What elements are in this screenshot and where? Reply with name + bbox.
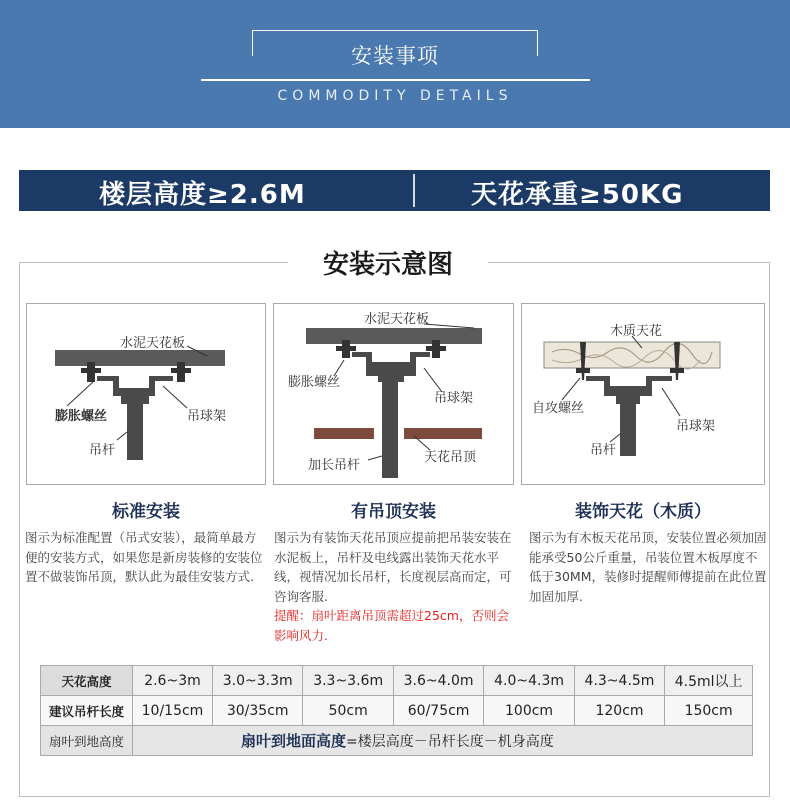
formula-term: 扇叶到地面高度: [241, 732, 347, 750]
height-formula: [133, 726, 753, 756]
table-row: [41, 666, 753, 696]
header-subtitle: COMMODITY DETAILS: [277, 88, 513, 104]
table-row: [41, 726, 753, 756]
formula-rest: =楼层高度－吊杆长度－机身高度: [346, 734, 554, 750]
table-cell: 100cm: [484, 696, 574, 726]
label-bracket: 吊球架: [187, 409, 227, 424]
rod-length-table: [40, 665, 753, 756]
diagram-title: 安装示意图: [288, 240, 488, 285]
title-wood-ceiling-install: 装饰天花（木质）: [575, 502, 711, 522]
panel-wood-ceiling-install: [521, 303, 765, 485]
label-bracket: 吊球架: [676, 419, 716, 434]
label-rod: 吊杆: [89, 443, 116, 458]
table-cell: 50cm: [303, 696, 393, 726]
table-cell: 3.3~3.6m: [303, 666, 393, 696]
table-cell: 60/75cm: [393, 696, 483, 726]
label-slab: 水泥天花板: [364, 312, 430, 327]
row-header-blade-height: 扇叶到地高度: [41, 726, 133, 756]
desc-ceiling-install: [274, 528, 516, 645]
row-header-ceiling-height: 天花高度: [41, 666, 133, 696]
title-standard-install: 标准安装: [112, 502, 180, 522]
desc-standard-install: 图示为标准配置（吊式安装），最简单最方便的安装方式，如果您是新房装修的安装位置不做装饰吊顶，默认此为最佳安装方式.: [25, 530, 263, 584]
table-cell: 3.0~3.3m: [212, 666, 302, 696]
header-banner: [0, 0, 790, 128]
label-slab: 水泥天花板: [120, 336, 186, 351]
requirements-bar: [19, 170, 770, 211]
label-bolt: 膨胀螺丝: [55, 409, 108, 424]
warning-text: 提醒：扇叶距离吊顶需超过25cm，否则会影响风力.: [274, 608, 509, 643]
label-board: 木质天花: [610, 324, 663, 339]
label-screw: 自攻螺丝: [532, 401, 585, 416]
table-cell: 120cm: [574, 696, 664, 726]
table-cell: 3.6~4.0m: [393, 666, 483, 696]
label-bracket: 吊球架: [434, 391, 474, 406]
row-header-rod-length: 建议吊杆长度: [41, 696, 133, 726]
divider: [413, 174, 415, 207]
header-title: 安装事项: [0, 40, 790, 70]
table-cell: 150cm: [665, 696, 753, 726]
desc-ceiling-text: 图示为有装饰天花吊顶应提前把吊装安装在水泥板上，吊杆及电线露出装饰天花水平线，视情况加长吊杆，长度视层高而定，可咨询客服.: [274, 530, 512, 604]
panel-ceiling-install: [273, 303, 514, 485]
panel-standard-install: [26, 303, 266, 485]
desc-wood-ceiling-install: 图示为有木板天花吊顶，安装位置必须加固能承受50公斤重量，吊装位置木板厚度不低于30MM，装修时提醒师傅提前在此位置加固加厚.: [529, 530, 767, 604]
table-cell: 2.6~3m: [133, 666, 213, 696]
table-cell: 4.3~4.5m: [574, 666, 664, 696]
table-cell: 4.0~4.3m: [484, 666, 574, 696]
title-ceiling-install: 有吊顶安装: [351, 502, 436, 522]
label-bolt: 膨胀螺丝: [288, 375, 341, 390]
table-cell: 4.5ml以上: [665, 666, 753, 696]
label-rod: 加长吊杆: [308, 458, 361, 473]
label-ceiling: 天花吊顶: [424, 450, 477, 465]
label-rod: 吊杆: [590, 443, 617, 458]
ceiling-load-requirement: 天花承重≥50KG: [471, 180, 684, 210]
header-underline: [201, 79, 590, 81]
table-cell: 10/15cm: [133, 696, 213, 726]
floor-height-requirement: 楼层高度≥2.6M: [99, 180, 306, 210]
table-row: [41, 696, 753, 726]
table-cell: 30/35cm: [212, 696, 302, 726]
